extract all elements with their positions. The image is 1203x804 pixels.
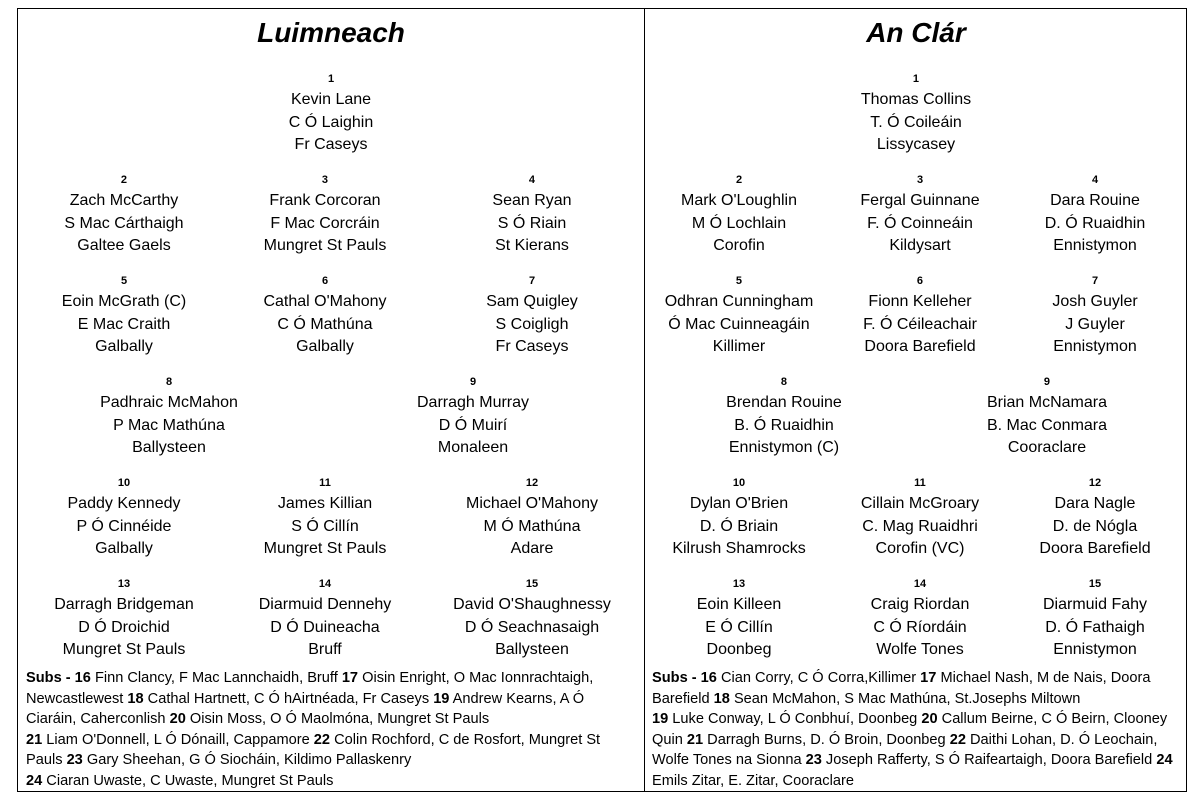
player-card xyxy=(492,173,571,258)
substitutes-list xyxy=(26,668,636,792)
player-number: 1 xyxy=(327,73,335,85)
sub-details: Darragh Burns, D. Ó Broin, Doonbeg xyxy=(703,731,950,748)
player-club: Galbally xyxy=(95,338,153,355)
player-name: Sean Ryan xyxy=(492,192,572,209)
player-number: 12 xyxy=(1088,477,1102,489)
player-name: Paddy Kennedy xyxy=(67,495,181,512)
player-number: 13 xyxy=(117,578,131,590)
player-card xyxy=(681,173,797,258)
player-irish-name: D. Ó Fathaigh xyxy=(1045,618,1145,636)
player-name: Fionn Kelleher xyxy=(868,293,972,310)
player-irish-name: S Coigligh xyxy=(495,315,569,333)
player-club: Corofin xyxy=(713,237,765,254)
player-name: Diarmuid Fahy xyxy=(1042,596,1148,613)
player-club: Galtee Gaels xyxy=(77,237,171,254)
player-number: 6 xyxy=(321,275,329,287)
player-club: Kildysart xyxy=(889,237,951,254)
player-number: 2 xyxy=(120,174,128,186)
sub-details: Oisin Enright, O Mac Ionnrachtaigh, Newcastlewest xyxy=(26,670,594,707)
player-name: Dara Rouine xyxy=(1050,192,1140,209)
player-card xyxy=(665,274,814,359)
player-club: Galbally xyxy=(95,540,153,557)
player-club: Mungret St Pauls xyxy=(263,237,387,254)
player-club: Ennistymon (C) xyxy=(728,439,840,456)
player-irish-name: M Ó Lochlain xyxy=(691,214,787,232)
player-number: 9 xyxy=(469,376,477,388)
sub-details: Oisin Moss, O Ó Maolmóna, Mungret St Pauls xyxy=(185,711,490,728)
player-club: Kilrush Shamrocks xyxy=(672,540,806,557)
player-club: Ennistymon xyxy=(1053,237,1137,254)
player-name: Eoin Killeen xyxy=(696,596,782,613)
player-number: 4 xyxy=(528,174,536,186)
player-card xyxy=(1045,173,1146,258)
team-title: Luimneach xyxy=(257,17,405,48)
player-card xyxy=(987,375,1107,460)
player-irish-name: D. de Nógla xyxy=(1052,517,1138,535)
sub-number: 21 xyxy=(686,731,704,748)
player-number: 11 xyxy=(914,477,926,489)
player-number: 3 xyxy=(321,174,329,186)
player-card xyxy=(1043,577,1147,662)
sub-details: Sean McMahon, S Mac Mathúna, St.Josephs Miltown xyxy=(729,690,1081,707)
player-name: Cillain McGroary xyxy=(860,495,980,512)
player-card xyxy=(417,375,529,460)
player-number: 6 xyxy=(916,275,924,287)
player-number: 3 xyxy=(916,174,924,186)
player-card xyxy=(263,274,386,359)
player-name: Brian McNamara xyxy=(986,394,1108,411)
player-name: Sam Quigley xyxy=(486,293,578,310)
player-name: Josh Guyler xyxy=(1052,293,1138,310)
sub-number: 18 xyxy=(713,690,730,707)
player-club: Ballysteen xyxy=(132,439,206,456)
player-card xyxy=(264,173,387,258)
player-number: 5 xyxy=(735,275,743,287)
sub-details: Cathal Hartnett, C Ó hAirtnéada, Fr Caseys xyxy=(143,690,434,707)
player-name: Eoin McGrath (C) xyxy=(61,293,187,310)
subs-label: Subs - xyxy=(652,670,701,686)
player-number: 7 xyxy=(1091,275,1099,287)
player-irish-name: P Mac Mathúna xyxy=(113,416,225,434)
player-name: Kevin Lane xyxy=(290,91,372,108)
player-irish-name: T. Ó Coileáin xyxy=(870,113,962,131)
sub-details: Michael Nash, M de Nais, Doora Barefield xyxy=(652,670,1151,707)
player-card xyxy=(259,577,392,662)
player-irish-name: C Ó Laighin xyxy=(288,113,374,131)
player-irish-name: S Ó Cillín xyxy=(291,517,359,535)
player-name: Fergal Guinnane xyxy=(860,192,980,209)
player-number: 5 xyxy=(120,275,128,287)
player-irish-name: B. Ó Ruaidhin xyxy=(734,416,834,434)
sub-details: Gary Sheehan, G Ó Siocháin, Kildimo Pallaskenry xyxy=(82,752,412,769)
sub-details: Ciaran Uwaste, C Uwaste, Mungret St Pauls xyxy=(42,772,334,789)
player-irish-name: F. Ó Céileachair xyxy=(863,315,977,333)
player-name: Dara Nagle xyxy=(1054,495,1136,512)
player-number: 10 xyxy=(732,477,746,489)
team-column-clare xyxy=(644,9,1188,791)
player-irish-name: B. Mac Conmara xyxy=(986,416,1108,434)
substitutes-list xyxy=(652,668,1182,792)
player-card xyxy=(871,577,970,662)
sub-details: Cian Corry, C Ó Corra,Killimer xyxy=(716,670,921,686)
player-club: Corofin (VC) xyxy=(875,540,965,557)
player-card xyxy=(453,577,611,662)
player-number: 9 xyxy=(1043,376,1051,388)
player-club: Adare xyxy=(510,540,554,557)
sub-number: 23 xyxy=(66,752,83,769)
sub-details: Joseph Rafferty, S Ó Raifeartaigh, Doora Barefield xyxy=(821,752,1157,769)
player-irish-name: F Mac Corcráin xyxy=(270,214,380,232)
player-irish-name: D. Ó Ruaidhin xyxy=(1044,214,1146,232)
player-name: Zach McCarthy xyxy=(69,192,179,209)
player-number: 8 xyxy=(780,376,788,388)
player-club: Ennistymon xyxy=(1053,338,1137,355)
player-card xyxy=(1052,274,1137,359)
player-club: Mungret St Pauls xyxy=(263,540,387,557)
player-card xyxy=(466,476,598,561)
sub-number: 16 xyxy=(74,670,91,686)
player-club: Ballysteen xyxy=(495,641,569,658)
player-name: Diarmuid Dennehy xyxy=(258,596,392,613)
sub-number: 17 xyxy=(341,670,359,686)
player-card xyxy=(486,274,578,359)
sub-number: 21 xyxy=(26,731,43,748)
player-card xyxy=(289,72,374,157)
player-number: 14 xyxy=(913,578,927,590)
player-name: Darragh Murray xyxy=(416,394,530,411)
player-number: 7 xyxy=(528,275,536,287)
subs-label: Subs - xyxy=(26,670,75,686)
player-card xyxy=(672,476,805,561)
player-number: 12 xyxy=(525,477,539,489)
team-sheet xyxy=(17,8,1187,792)
player-card xyxy=(264,476,387,561)
sub-number: 20 xyxy=(169,711,186,728)
sub-details: Colin Rochford, C de Rosfort, Mungret St Pauls xyxy=(26,731,601,769)
player-irish-name: P Ó Cinnéide xyxy=(76,517,172,535)
player-name: Mark O'Loughlin xyxy=(681,192,797,209)
player-name: Brendan Rouine xyxy=(726,394,842,411)
player-irish-name: D Ó Droichid xyxy=(78,618,170,636)
player-club: Bruff xyxy=(308,641,342,658)
player-card xyxy=(68,476,181,561)
player-name: Michael O'Mahony xyxy=(466,495,598,512)
player-irish-name: C. Mag Ruaidhri xyxy=(862,517,978,535)
sub-details: Luke Conway, L Ó Conbhuí, Doonbeg xyxy=(668,711,922,728)
player-name: Thomas Collins xyxy=(860,91,972,108)
player-card xyxy=(861,72,971,157)
player-club: Fr Caseys xyxy=(294,136,368,153)
player-name: Cathal O'Mahony xyxy=(263,293,387,310)
player-club: Cooraclare xyxy=(1007,439,1087,456)
player-club: Ennistymon xyxy=(1053,641,1137,658)
sub-details: Daithi Lohan, D. Ó Leochain, Wolfe Tones na Sionna xyxy=(652,731,1158,769)
player-card xyxy=(64,173,183,258)
sub-number: 19 xyxy=(433,690,450,707)
sub-details: Finn Clancy, F Mac Lannchaidh, Bruff xyxy=(90,670,342,686)
player-name: David O'Shaughnessy xyxy=(453,596,611,613)
player-card xyxy=(54,577,194,662)
player-club: Doora Barefield xyxy=(864,338,976,355)
sub-number: 22 xyxy=(313,731,331,748)
player-card xyxy=(863,274,977,359)
player-club: Lissycasey xyxy=(876,136,956,153)
player-card xyxy=(62,274,186,359)
player-card xyxy=(726,375,842,460)
player-number: 4 xyxy=(1091,174,1099,186)
player-club: Wolfe Tones xyxy=(876,641,964,658)
sub-number: 20 xyxy=(921,711,938,728)
player-irish-name: E Ó Cillín xyxy=(705,618,773,636)
player-club: Mungret St Pauls xyxy=(62,641,186,658)
sub-number: 24 xyxy=(1156,752,1173,769)
player-irish-name: Ó Mac Cuinneagáin xyxy=(668,315,810,333)
player-irish-name: J Guyler xyxy=(1065,315,1125,333)
sub-details: Emils Zitar, E. Zitar, Cooraclare xyxy=(652,772,854,789)
player-irish-name: M Ó Mathúna xyxy=(483,517,581,535)
sub-number: 22 xyxy=(949,731,966,748)
player-number: 11 xyxy=(319,477,331,489)
player-club: Killimer xyxy=(712,338,766,355)
team-column-limerick xyxy=(18,9,645,791)
player-irish-name: S Ó Riain xyxy=(497,214,567,232)
player-name: Padhraic McMahon xyxy=(100,394,238,411)
player-card xyxy=(860,173,979,258)
team-title: An Clár xyxy=(866,17,966,48)
player-number: 8 xyxy=(165,376,173,388)
player-irish-name: D Ó Duineacha xyxy=(270,618,380,636)
player-name: Darragh Bridgeman xyxy=(54,596,194,613)
player-number: 10 xyxy=(117,477,131,489)
player-name: James Killian xyxy=(277,495,373,512)
player-card xyxy=(1039,476,1150,561)
player-irish-name: D. Ó Briain xyxy=(699,517,779,535)
sub-number: 19 xyxy=(652,711,669,728)
player-card xyxy=(697,577,782,662)
sub-details: Callum Beirne, C Ó Beirn, Clooney Quin xyxy=(652,711,1168,748)
sub-number: 16 xyxy=(700,670,717,686)
player-card xyxy=(861,476,979,561)
sub-details: Liam O'Donnell, L Ó Dónaill, Cappamore xyxy=(42,731,314,748)
player-club: Doora Barefield xyxy=(1039,540,1151,557)
sub-number: 24 xyxy=(26,772,43,789)
player-name: Dylan O'Brien xyxy=(689,495,789,512)
player-number: 13 xyxy=(732,578,746,590)
player-irish-name: E Mac Craith xyxy=(77,315,171,333)
player-irish-name: C Ó Ríordáin xyxy=(873,618,967,636)
player-club: Fr Caseys xyxy=(495,338,569,355)
sub-details: Andrew Kearns, A Ó Ciaráin, Caherconlish xyxy=(26,690,585,728)
player-irish-name: D Ó Muirí xyxy=(438,416,508,434)
player-club: Monaleen xyxy=(437,439,509,456)
player-number: 15 xyxy=(1088,578,1102,590)
player-club: Galbally xyxy=(296,338,354,355)
player-name: Frank Corcoran xyxy=(269,192,381,209)
player-number: 2 xyxy=(735,174,743,186)
player-irish-name: F. Ó Coinneáin xyxy=(867,214,973,232)
sub-number: 18 xyxy=(127,690,144,707)
player-card xyxy=(100,375,238,460)
player-number: 1 xyxy=(912,73,920,85)
player-name: Odhran Cunningham xyxy=(664,293,814,310)
player-club: St Kierans xyxy=(495,237,569,254)
player-number: 15 xyxy=(525,578,539,590)
player-club: Doonbeg xyxy=(706,641,772,658)
player-name: Craig Riordan xyxy=(870,596,970,613)
player-irish-name: D Ó Seachnasaigh xyxy=(464,618,600,636)
sub-number: 23 xyxy=(805,752,822,769)
player-irish-name: S Mac Cárthaigh xyxy=(64,214,184,232)
player-number: 14 xyxy=(318,578,332,590)
sub-number: 17 xyxy=(920,670,937,686)
player-irish-name: C Ó Mathúna xyxy=(277,315,373,333)
